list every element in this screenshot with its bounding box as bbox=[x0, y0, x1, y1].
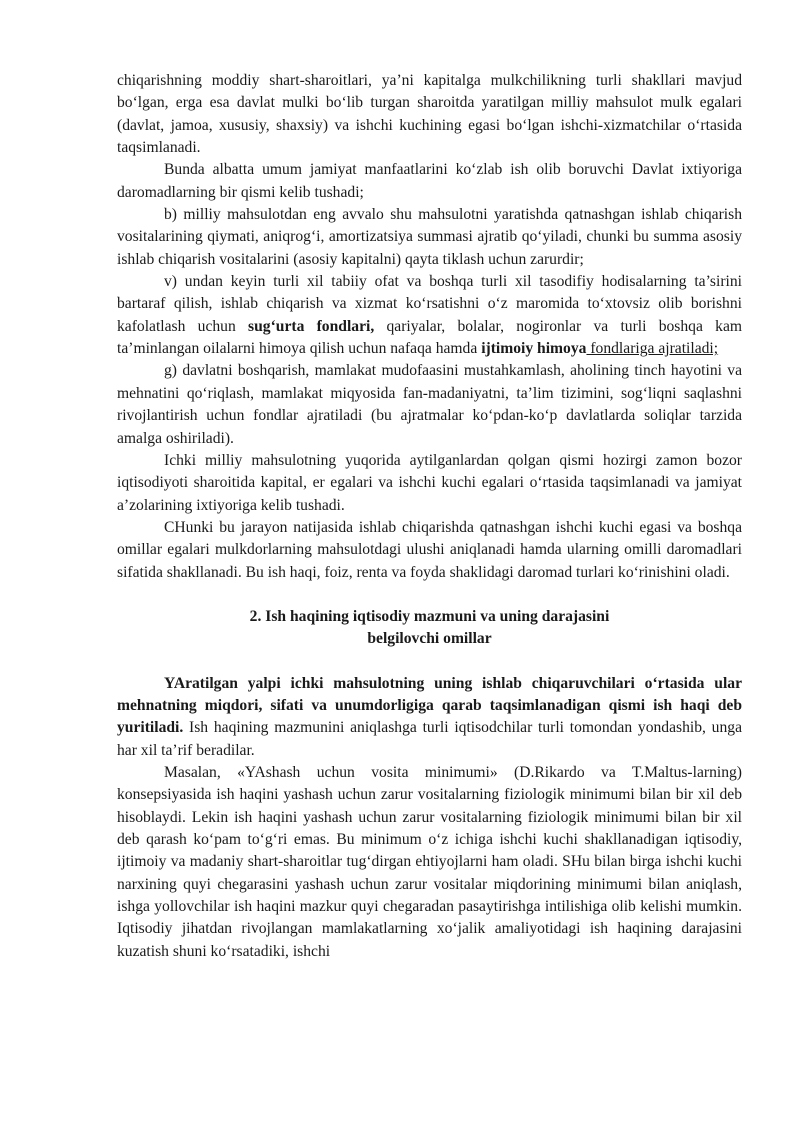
paragraph-4-text-d: fondlariga ajratiladi; bbox=[586, 340, 719, 358]
section-heading bbox=[117, 606, 742, 651]
section-heading-line-2: belgilovchi omillar bbox=[367, 630, 492, 648]
paragraph-4 bbox=[117, 271, 742, 360]
document-page bbox=[117, 70, 742, 963]
paragraph-2: Bunda albatta umum jamiyat manfaatlarini ko‘zlab ish olib boruvchi Davlat ixtiyoriga daromadlarning bir qismi kelib tushadi; bbox=[117, 161, 742, 201]
paragraph-1: chiqarishning moddiy shart-sharoitlari, ya’ni kapitalga mulkchilikning turli shakllari mavjud bo‘lgan, erga esa davlat mulki bo‘lib turgan sharoitda yaratilgan milliy mahsulot mulk egalari (davlat, jamoa, xususiy, shaxsiy) va ishchi kuchining egasi bo‘lgan ishchi-xizmatchilar o‘rtasida taqsimlanadi. bbox=[117, 72, 742, 157]
paragraph-5: g) davlatni boshqarish, mamlakat mudofaasini mustahkamlash, aholining tinch hayotini va mehnatini qo‘riqlash, mamlakat miqyosida fan-madaniyatni, ta’lim tizimini, sog‘liqni saqlashni rivojlantirish uchun fondlar ajratiladi (bu ajratmalar ko‘pdan-ko‘p davlatlarda soliqlar tarzida amalga oshiriladi). bbox=[117, 362, 742, 447]
paragraph-4-text-c: qariyalar, bolalar, nogironlar va turli boshqa kam ta’minlangan oilalarni himoya qilish uchun nafaqa hamda bbox=[117, 317, 742, 358]
section-heading-line-1: 2. Ish haqining iqtisodiy mazmuni va uning darajasini bbox=[249, 607, 610, 625]
wage-definition: YAratilgan yalpi ichki mahsulotning uning ishlab chiqaruvchilari o‘rtasida ular mehnatning miqdori, sifati va unumdorligiga qarab taqsimlanadigan qismi ish haqi deb yuritiladi. bbox=[117, 674, 742, 737]
paragraph-7: CHunki bu jarayon natijasida ishlab chiqarishda qatnashgan ishchi kuchi egasi va boshqa omillar egalari mulkdorlarning mahsulotdagi ulushi aniqlanadi hamda ularning omilli daromadlari sifatida shakllanadi. Bu ish haqi, foiz, renta va foyda shaklidagi daromad turlari ko‘rinishini oladi. bbox=[117, 518, 742, 581]
paragraph-8 bbox=[117, 673, 742, 762]
social-protection-term: ijtimoiy himoya bbox=[481, 340, 587, 358]
paragraph-8-rest: Ish haqining mazmunini aniqlashga turli iqtisodchilar turli tomondan yondashib, unga har xil ta’rif beradilar. bbox=[117, 719, 742, 759]
insurance-funds-term: sug‘urta fondlari, bbox=[248, 317, 375, 335]
paragraph-9: Masalan, «YAshash uchun vosita minimumi» (D.Rikardo va T.Maltus-larning) konsepsiyasida ish haqini yashash uchun zarur vositalarning fiziologik minimumi bilan bir xil deb hisoblaydi. Lekin ish haqini yashash uchun zarur vositalarning fiziologik minimumi bilan bir xil deb qarash ko‘pam to‘g‘ri emas. Bu minimum o‘z ichiga ishchi kuchi shakllanadigan iqtisodiy, ijtimoiy va madaniy shart-sharoitlar tug‘dirgan ehtiyojlarni ham oladi. SHu bilan birga ishchi kuchi narxining quyi chegarasini yashash uchun zarur vositalar miqdorining minimumi bilan aniqlash, ishga yollovchilar ish haqini mazkur quyi chegaradan pasaytirishga intilishiga olib kelishi mumkin. Iqtisodiy jihatdan rivojlangan mamlakatlarning xo‘jalik amaliyotidagi ish haqining darajasini kuzatish shuni ko‘rsatadiki, ishchi bbox=[117, 763, 742, 960]
paragraph-3: b) milliy mahsulotdan eng avvalo shu mahsulotni yaratishda qatnashgan ishlab chiqarish vositalarining qiymati, aniqrog‘i, amortizatsiya summasi ajratib qo‘yiladi, chunki bu summa asosiy ishlab chiqarish vositalarini (asosiy kapitalni) qayta tiklash uchun zarurdir; bbox=[117, 206, 742, 268]
paragraph-6: Ichki milliy mahsulotning yuqorida aytilganlardan qolgan qismi hozirgi zamon bozor iqtisodiyoti sharoitida kapital, er egalari va ishchi kuchi egalari o‘rtasida taqsimlanadi va jamiyat a’zolarining ixtiyoriga kelib tushadi. bbox=[117, 451, 742, 514]
paragraph-4-text-a: v) undan keyin turli xil tabiiy ofat va boshqa turli xil tasodifiy hodisalarning ta’sirini bartaraf qilish, ishlab chiqarish va xizmat ko‘rsatishni o‘z maromida to‘xtovsiz olib borishni kafolatlash uchun bbox=[117, 273, 742, 335]
